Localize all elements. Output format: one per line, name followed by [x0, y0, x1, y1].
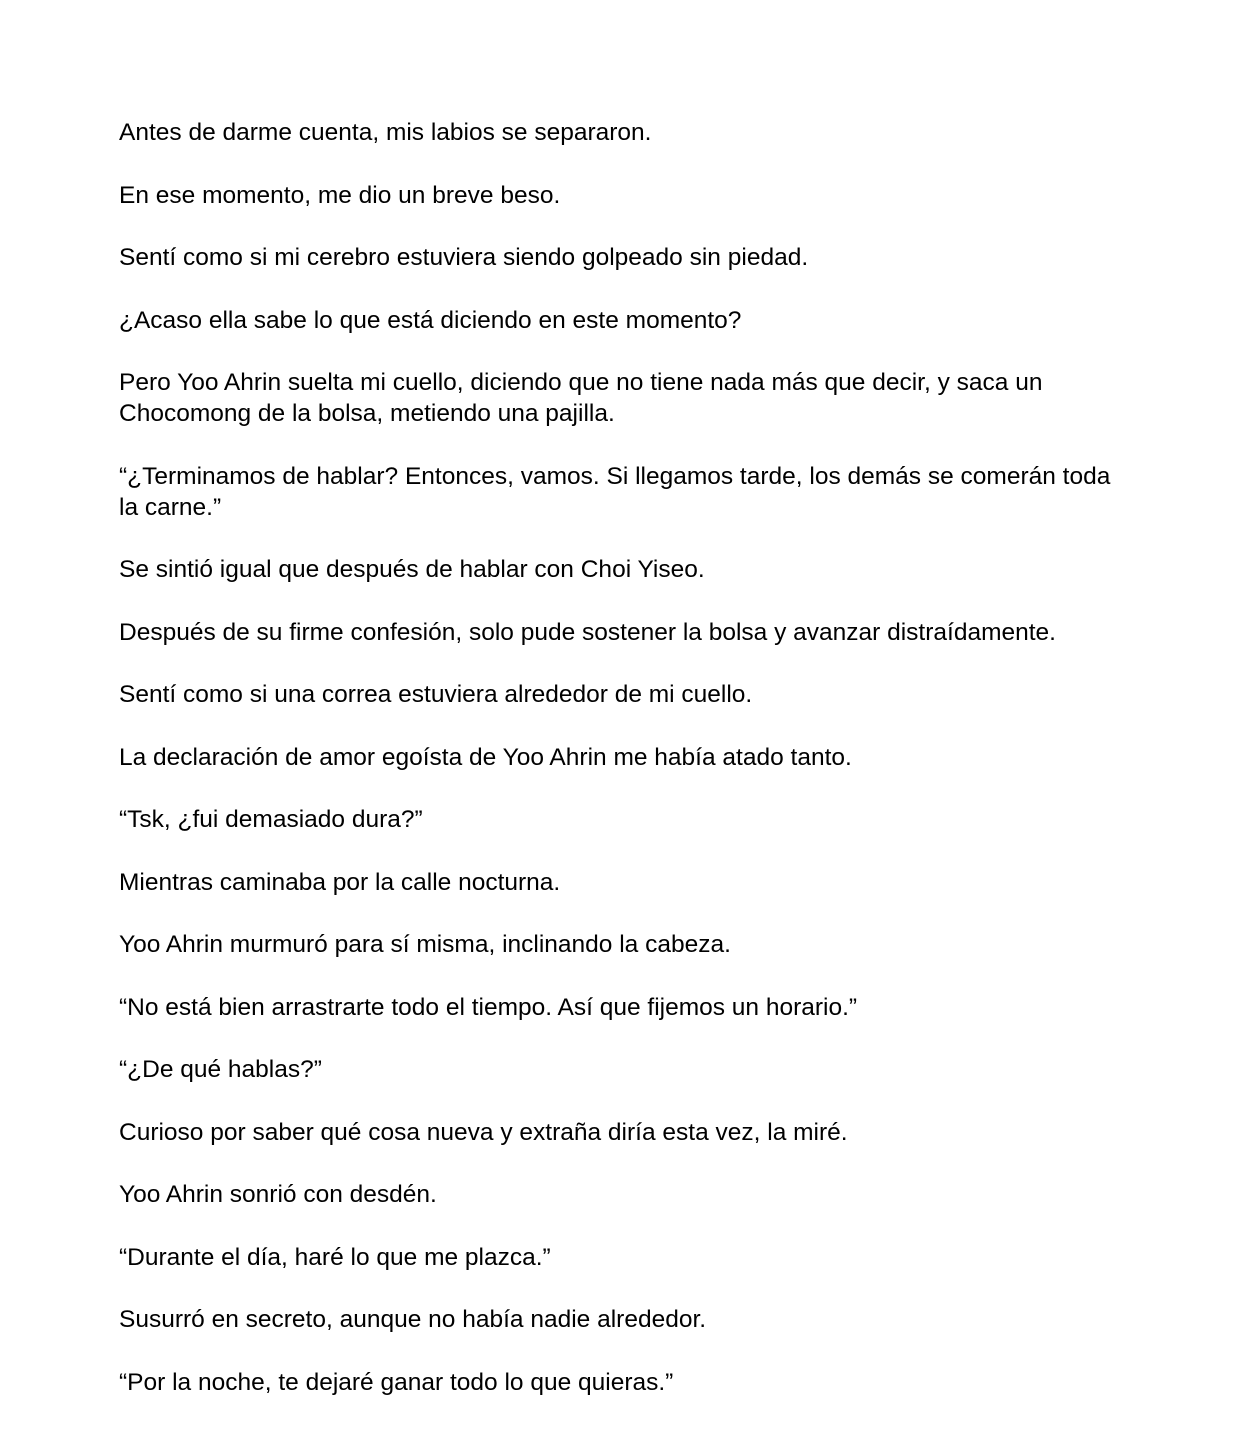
paragraph: Sentí como si mi cerebro estuviera siendo golpeado sin piedad. — [119, 244, 809, 271]
paragraph: “Tsk, ¿fui demasiado dura?” — [119, 806, 423, 833]
paragraph: Antes de darme cuenta, mis labios se separaron. — [119, 119, 652, 146]
paragraph: Curioso por saber qué cosa nueva y extraña diría esta vez, la miré. — [119, 1118, 848, 1146]
paragraph: Susurró en secreto, aunque no había nadie alrededor. — [119, 1306, 707, 1333]
paragraph: Sentí como si una correa estuviera alrededor de mi cuello. — [119, 681, 753, 708]
document-body — [119, 117, 1129, 1429]
paragraph: Se sintió igual que después de hablar con Choi Yiseo. — [119, 556, 705, 583]
paragraph: Yoo Ahrin sonrió con desdén. — [119, 1181, 437, 1208]
paragraph: ¿Acaso ella sabe lo que está diciendo en este momento? — [119, 306, 742, 334]
paragraph: Pero Yoo Ahrin suelta mi cuello, diciendo que no tiene nada más que decir, y saca un Chocomong de la bolsa, metiendo una pajilla. — [119, 369, 1043, 427]
paragraph: Después de su firme confesión, solo pude sostener la bolsa y avanzar distraídamente. — [119, 618, 1056, 646]
paragraph: Yoo Ahrin murmuró para sí misma, inclinando la cabeza. — [119, 931, 731, 958]
paragraph: En ese momento, me dio un breve beso. — [119, 181, 561, 209]
paragraph: “No está bien arrastrarte todo el tiempo. Así que fijemos un horario.” — [119, 993, 858, 1021]
paragraph: “Durante el día, haré lo que me plazca.” — [119, 1243, 551, 1271]
paragraph: La declaración de amor egoísta de Yoo Ahrin me había atado tanto. — [119, 743, 852, 771]
paragraph: Mientras caminaba por la calle nocturna. — [119, 868, 561, 896]
paragraph: “Por la noche, te dejaré ganar todo lo que quieras.” — [119, 1368, 674, 1396]
paragraph: “¿Terminamos de hablar? Entonces, vamos. Si llegamos tarde, los demás se comerán toda la carne.” — [119, 462, 1111, 521]
paragraph: “¿De qué hablas?” — [119, 1056, 322, 1083]
